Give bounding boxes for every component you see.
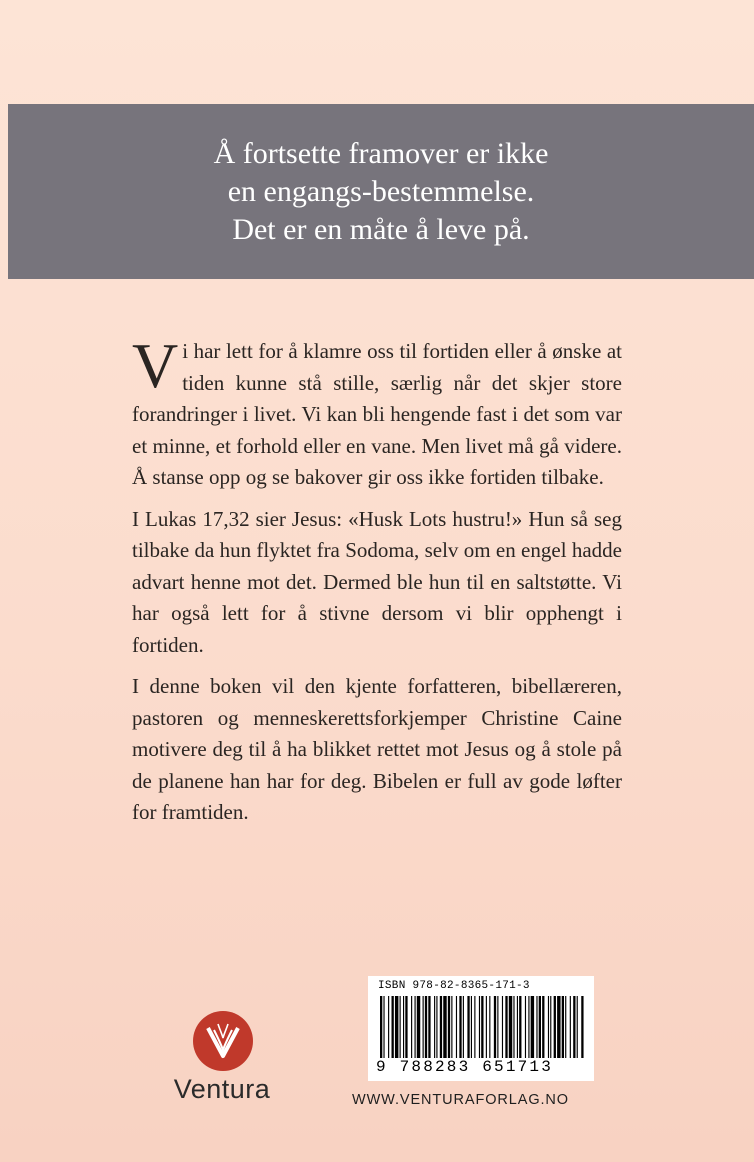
barcode-bar — [513, 996, 514, 1058]
publisher-url[interactable]: WWW.VENTURAFORLAG.NO — [352, 1092, 569, 1108]
ventura-emblem-icon — [192, 1010, 254, 1072]
blurb-paragraph-2: I Lukas 17,32 sier Jesus: «Husk Lots hustru!» Hun så seg tilbake da hun flyktet fra Sodoma, selv om en engel hadde advart henne mot det. Dermed ble hun til en saltstøtte. Vi har også lett for å stivne dersom vi blir opphengt i fortiden. — [132, 506, 622, 657]
barcode-bar — [428, 996, 430, 1058]
barcode-bar — [494, 996, 496, 1058]
isbn-label: ISBN 978-82-8365-171-3 — [378, 980, 530, 992]
barcode-bar — [509, 996, 512, 1058]
barcode-bar — [405, 996, 407, 1058]
barcode-bar — [474, 996, 475, 1058]
tagline-line-3: Det er en måte å leve på. — [232, 212, 530, 246]
barcode-bar — [536, 996, 537, 1058]
barcode-bar — [380, 996, 382, 1058]
barcode-bar — [497, 996, 498, 1058]
barcode-bar — [517, 996, 518, 1058]
barcode-bar — [415, 996, 416, 1058]
barcode-bar — [565, 996, 566, 1058]
blurb-paragraph-1-text: i har lett for å klamre oss til fortiden eller å ønske at tiden kunne stå stille, særlig når det skjer store forandringer i livet. Vi kan bli hengende fast i det som var et minne, et forhold eller en vane. Men livet må gå videre. Å stanse opp og se bakover gir oss ikke fortiden tilbake. — [132, 339, 622, 489]
barcode-bar — [456, 996, 457, 1058]
barcode-bar — [557, 996, 560, 1058]
ean-number: 9 788283 651713 — [376, 1058, 554, 1076]
barcode-bar — [448, 996, 450, 1058]
barcode-bar — [554, 996, 556, 1058]
barcode-bar — [542, 996, 544, 1058]
barcode-bar — [411, 996, 412, 1058]
barcode-bar — [570, 996, 571, 1058]
barcode-bar — [471, 996, 472, 1058]
barcode-bar — [434, 996, 435, 1058]
drop-cap: V — [132, 330, 179, 401]
barcode-bar — [403, 996, 404, 1058]
publisher-logo — [160, 1010, 284, 1120]
blurb — [132, 330, 622, 829]
barcode-bar — [502, 996, 503, 1058]
barcode-bar — [548, 996, 549, 1058]
barcode-bar — [505, 996, 507, 1058]
tagline-line-1: Å fortsette framover er ikke — [213, 136, 549, 170]
barcode-bar — [528, 996, 529, 1058]
barcode-bar — [550, 996, 551, 1058]
publisher-name: Ventura — [173, 1074, 271, 1104]
tagline-line-2: en engangs-bestemmelse. — [227, 174, 535, 208]
barcode-bar — [489, 996, 490, 1058]
barcode-bar — [392, 996, 394, 1058]
barcode-bar — [459, 996, 461, 1058]
barcode-bar — [423, 996, 424, 1058]
barcode-bar — [395, 996, 398, 1058]
barcode-bar — [436, 996, 437, 1058]
barcode-bar — [463, 996, 464, 1058]
barcode-bar — [443, 996, 446, 1058]
barcode-bar — [417, 996, 420, 1058]
barcode-bar — [388, 996, 389, 1058]
barcode-bar — [531, 996, 534, 1058]
barcode-bar — [525, 996, 526, 1058]
barcode-bar — [519, 996, 521, 1058]
blurb-paragraph-1 — [132, 330, 622, 494]
barcode-bar — [486, 996, 487, 1058]
blurb-paragraph-3: I denne boken vil den kjente forfatteren, bibellæreren, pastoren og menneskerettsforkjemper Christine Caine motivere deg til å ha blikket rettet mot Jesus og å stole på de planene han har for deg. Bibelen er full av gode løfter for framtiden. — [132, 674, 622, 824]
barcode-bar — [467, 996, 469, 1058]
barcode-bar — [479, 996, 480, 1058]
barcode-bar — [539, 996, 541, 1058]
barcode-bar — [440, 996, 442, 1058]
barcode-bar — [577, 996, 578, 1058]
barcode-bar — [581, 996, 583, 1058]
barcode-bar — [451, 996, 452, 1058]
tagline-banner — [8, 104, 754, 279]
barcode — [378, 996, 584, 1058]
barcode-bar — [425, 996, 427, 1058]
barcode-bar — [400, 996, 401, 1058]
barcode-bar — [383, 996, 384, 1058]
barcode-bar — [573, 996, 575, 1058]
barcode-bar — [481, 996, 483, 1058]
barcode-bar — [562, 996, 564, 1058]
isbn-barcode-box — [368, 976, 594, 1081]
